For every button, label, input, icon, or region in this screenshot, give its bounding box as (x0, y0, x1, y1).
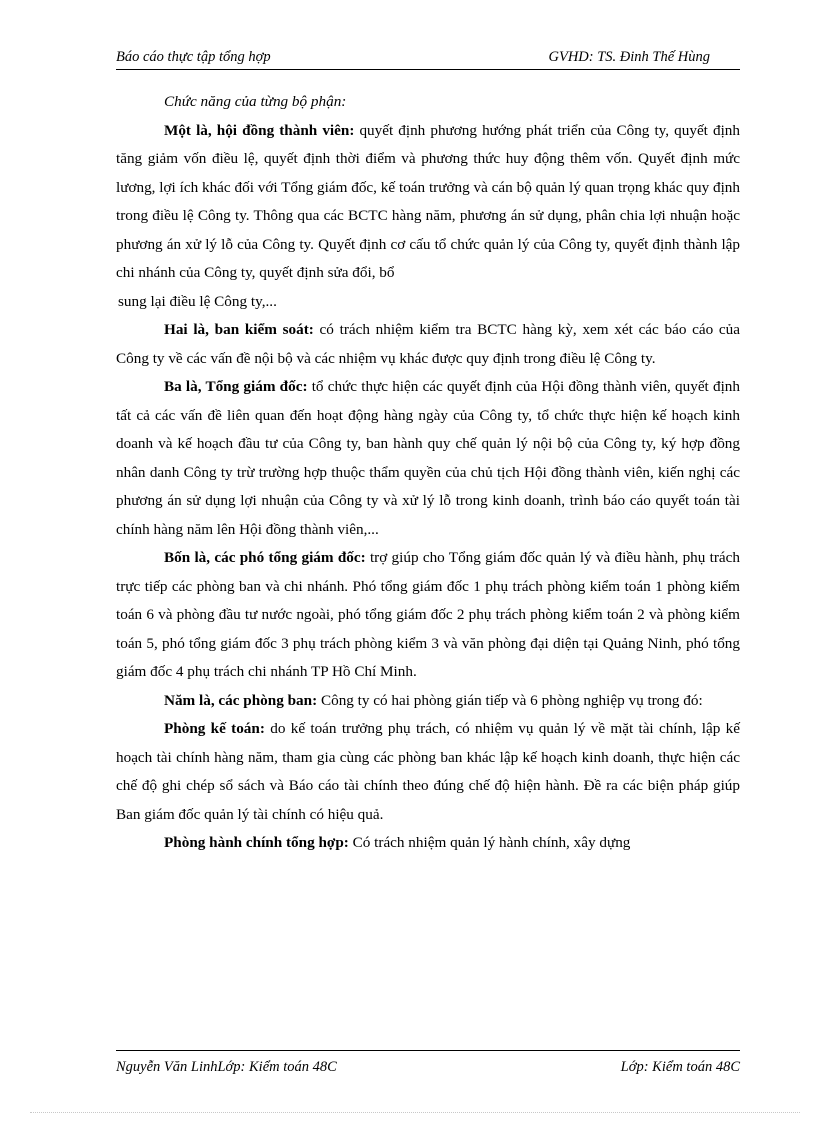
section-heading: Chức năng của từng bộ phận: (164, 93, 347, 110)
paragraph-label: Phòng kế toán: (164, 720, 265, 737)
page-header (116, 49, 740, 70)
page-footer (116, 1050, 740, 1081)
paragraph-supervisory-board (116, 316, 740, 373)
paragraph-text: trợ giúp cho Tổng giám đốc quản lý và điều hành, phụ trách trực tiếp các phòng ban và chi nhánh. Phó tổng giám đốc 1 phụ trách phòng kiểm toán 1 phòng kiểm toán 6 và phòng đầu tư nước ngoài, phó tổng giám đốc 2 phụ trách phòng kiểm toán 2 và phòng kiểm toán 5, phó tổng giám đốc 3 phụ trách phòng kiểm 3 và văn phòng đại diện tại Quảng Ninh, phó tổng giám đốc 4 phụ trách chi nhánh TP Hồ Chí Minh. (116, 549, 741, 680)
paragraph-label: Một là, hội đồng thành viên: (164, 121, 355, 139)
document-body (116, 88, 740, 858)
footer-author: Nguyễn Văn LinhLớp: Kiểm toán 48C (116, 1059, 337, 1075)
paragraph-admin-dept (116, 829, 740, 858)
paragraph-accounting-dept (116, 715, 740, 829)
paragraph-board-of-members (116, 117, 740, 288)
paragraph-label: Hai là, ban kiểm soát: (164, 321, 314, 338)
header-supervisor: GVHD: TS. Đinh Thế Hùng (548, 49, 710, 65)
paragraph-deputy-directors (116, 544, 740, 687)
paragraph-text: Có trách nhiệm quản lý hành chính, xây dựng (348, 834, 631, 851)
header-report-title: Báo cáo thực tập tổng hợp (116, 49, 271, 65)
paragraph-departments (116, 687, 740, 716)
paragraph-label: Ba là, Tổng giám đốc: (164, 378, 308, 395)
paragraph-label: Phòng hành chính tổng hợp: (164, 834, 349, 851)
paragraph-text: có trách nhiệm kiểm tra BCTC hàng kỳ, xem xét các báo cáo của Công ty về các vấn đề nội bộ và các nhiệm vụ khác được quy định trong điều lệ Công ty. (116, 321, 740, 367)
paragraph-text: do kế toán trưởng phụ trách, có nhiệm vụ quản lý về mặt tài chính, lập kế hoạch tài chính hàng năm, tham gia cùng các phòng ban khác lập kế hoạch kinh doanh, thực hiện các chế độ ghi chép sổ sách và Báo cáo tài chính theo đúng chế độ hiện hành. Đề ra các biện pháp giúp Ban giám đốc quản lý tài chính có hiệu quả. (116, 720, 741, 823)
paragraph-label: Năm là, các phòng ban: (164, 691, 318, 709)
paragraph-continuation: sung lại điều lệ Công ty,... (118, 292, 277, 310)
paragraph-text: quyết định phương hướng phát triển của Công ty, quyết định tăng giảm vốn điều lệ, quyết định thời điểm và phương thức huy động thêm vốn. Quyết định mức lương, lợi ích khác đối với Tổng giám đốc, kế toán trưởng và cán bộ quản lý quan trọng khác quy định trong điều lệ Công ty. Thông qua các BCTC hàng năm, phương án sử dụng, phân chia lợi nhuận hoặc phương án xử lý lỗ của Công ty. Quyết định cơ cấu tổ chức quản lý của Công ty, quyết định thành lập chi nhánh của Công ty, quyết định sửa đổi, bổ (116, 121, 740, 281)
page-edge-divider (30, 1112, 800, 1113)
paragraph-text: Công ty có hai phòng gián tiếp và 6 phòng nghiệp vụ trong đó: (317, 691, 703, 709)
footer-class: Lớp: Kiểm toán 48C (620, 1059, 740, 1075)
paragraph-text: tổ chức thực hiện các quyết định của Hội đồng thành viên, quyết định tất cả các vấn đề liên quan đến hoạt động hàng ngày của Công ty, tổ chức thực hiện kế hoạch kinh doanh và kế hoạch đầu tư của Công ty, ban hành quy chế quản lý nội bộ của Công ty, ký hợp đồng nhân danh Công ty trừ trường hợp thuộc thẩm quyền của chủ tịch Hội đồng thành viên, kiến nghị các phương án sử dụng lợi nhuận của Công ty và xử lý lỗ trong kinh doanh, trình báo cáo quyết toán tài chính hàng năm lên Hội đồng thành viên,... (116, 378, 740, 538)
paragraph-label: Bốn là, các phó tổng giám đốc: (164, 549, 366, 566)
paragraph-general-director (116, 373, 740, 544)
